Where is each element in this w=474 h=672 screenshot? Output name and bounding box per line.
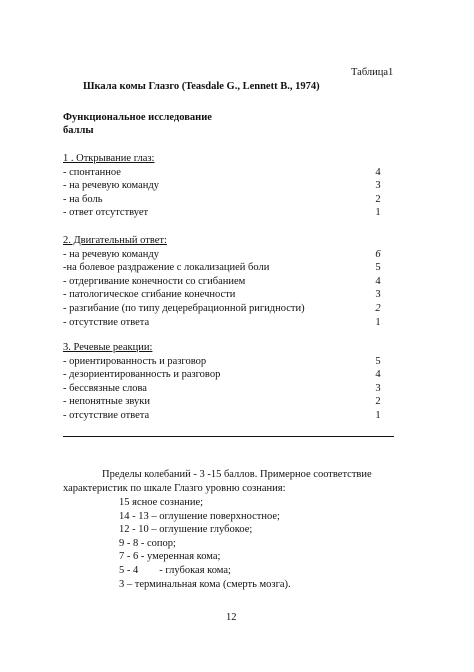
section-heading: 1 . Открывание глаз: xyxy=(63,153,155,164)
table-row xyxy=(63,206,393,220)
list-item: 14 - 13 – оглушение поверхностное; xyxy=(119,510,280,522)
list-item: 3 – терминальная кома (смерть мозга). xyxy=(119,578,291,590)
table-row xyxy=(63,382,393,396)
row-score: 4 xyxy=(375,369,381,381)
row-label: - на боль xyxy=(63,193,103,205)
row-label: - отсутствие ответа xyxy=(63,316,150,328)
section-motor-response xyxy=(63,234,393,329)
section-eye-opening xyxy=(63,152,393,220)
table-row xyxy=(63,166,393,180)
divider-rule xyxy=(63,436,394,437)
row-label: - спонтанное xyxy=(63,166,121,178)
row-label: - патологическое сгибание конечности xyxy=(63,289,236,301)
row-label: - ориентированность и разговор xyxy=(63,355,207,367)
row-score: 1 xyxy=(375,207,381,219)
row-score: 5 xyxy=(375,262,381,274)
section-heading: 3. Речевые реакции: xyxy=(63,342,153,353)
row-score: 3 xyxy=(375,180,381,192)
table-row xyxy=(63,355,393,369)
table-row xyxy=(63,316,393,330)
row-label: - ответ отсутствует xyxy=(63,207,149,219)
table-row xyxy=(63,275,393,289)
row-score: 3 xyxy=(375,289,381,301)
summary-line-2: характеристик по шкале Глазго уровню сознания: xyxy=(63,483,286,494)
row-label: - отдергивание конечности со сгибанием xyxy=(63,275,246,287)
row-score: 6 xyxy=(375,248,381,260)
table-row xyxy=(63,395,393,409)
document-title: Шкала комы Глазго (Teasdale G., Lennett B., 1974) xyxy=(83,81,320,92)
list-item: 15 ясное сознание; xyxy=(119,497,204,508)
row-score: 2 xyxy=(375,193,381,205)
row-score: 1 xyxy=(375,316,381,328)
table-row xyxy=(63,288,393,302)
row-label: - разгибание (по типу децеребрационной ригидности) xyxy=(63,302,305,314)
table-row xyxy=(63,368,393,382)
table-row xyxy=(63,248,393,262)
row-score: 3 xyxy=(375,382,381,394)
summary-line-1: Пределы колебаний - 3 -15 баллов. Примерное соответствие xyxy=(102,469,372,480)
table-row xyxy=(63,261,393,275)
row-label: - на речевую команду xyxy=(63,248,159,260)
page-number: 12 xyxy=(226,612,237,623)
section-heading: 2. Двигательный ответ: xyxy=(63,235,167,246)
column-header-function: Функциональное исследование xyxy=(63,112,212,123)
table-row xyxy=(63,193,393,207)
table-row xyxy=(63,302,393,316)
list-item: 12 - 10 – оглушение глубокое; xyxy=(119,524,253,536)
row-score: 5 xyxy=(375,355,381,367)
table-label: Таблица1 xyxy=(351,67,394,78)
row-label: - на речевую команду xyxy=(63,180,159,192)
row-label: - дезориентированность и разговор xyxy=(63,369,221,381)
row-label: - отсутствие ответа xyxy=(63,409,150,421)
list-item: 5 - 4 - глубокая кома; xyxy=(119,564,231,576)
column-header-score: баллы xyxy=(63,125,94,136)
list-item: 7 - 6 - умеренная кома; xyxy=(119,551,221,563)
table-row xyxy=(63,409,393,423)
row-label: - бессвязные слова xyxy=(63,382,147,394)
consciousness-levels xyxy=(119,496,291,591)
row-score: 4 xyxy=(375,275,381,287)
row-score: 2 xyxy=(375,302,381,314)
row-score: 4 xyxy=(375,166,381,178)
row-label: - непонятные звуки xyxy=(63,396,150,408)
list-item: 9 - 8 - сопор; xyxy=(119,537,176,549)
table-row xyxy=(63,179,393,193)
row-label: -на болевое раздражение с локализацией боли xyxy=(63,262,270,274)
row-score: 1 xyxy=(375,409,381,421)
section-verbal-response xyxy=(63,341,393,423)
row-score: 2 xyxy=(375,396,381,408)
